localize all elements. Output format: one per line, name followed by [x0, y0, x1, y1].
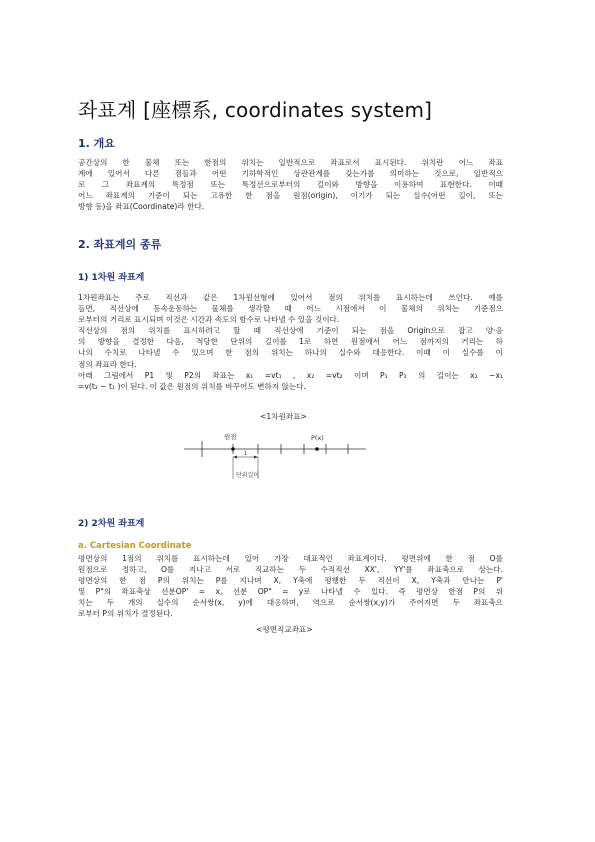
- one-d-line: 직선상의 점의 위치를 표시하려고 할 때 직선상에 기준이 되는 점을 Origin으로 잡고 양·음: [78, 326, 503, 336]
- one-d-line: 의 방향을 결정한 다음, 적당한 단위의 길이를 1로 하면 원점에서 어느 점까지의 거리는 하: [78, 337, 503, 347]
- two-d-paragraph: [78, 553, 503, 620]
- cartesian-heading: a. Cartesian Coordinate: [78, 541, 192, 551]
- number-line-figure: [180, 425, 370, 495]
- two-d-line: 원점으로 정하고, O를 지나고 서로 직교하는 두 수직직선 XX', YY'를 좌표축으로 삼는다.: [78, 565, 503, 575]
- page-title: 좌표계 [座標系, coordinates system]: [78, 98, 433, 122]
- one-d-line: =v(t₂ − t₁ )이 된다. 이 값은 원점의 위치를 바꾸어도 변하지 않는다.: [78, 381, 306, 391]
- overview-line: 공간상의 한 물체 또는 한점의 위치는 일반적으로 좌표로서 표시된다. 위치란 어느 좌표: [78, 158, 503, 167]
- one-d-line: 들면, 직선상에 등속운동하는 물체를 생각할 때 어느 시점에서 이 물체의 위치는 기준점으: [78, 304, 503, 314]
- one-d-paragraph: [78, 292, 503, 392]
- unit-label: 1: [244, 451, 248, 457]
- two-d-line: 로부터 P의 위치가 결정된다.: [78, 609, 173, 619]
- two-d-line: 치는 두 개의 실수의 순서쌍(x, y)에 대응하며, 역으로 순서쌍(x,y)가 주어지면 두 좌표축으: [78, 598, 503, 608]
- number-line-diagram: [180, 425, 370, 495]
- arrow-right-icon: [254, 456, 258, 459]
- two-d-line: 평면상의 한 점 P의 위치는 P를 지나며 X, Y축에 평행한 두 직선이 X, Y축과 만나는 P': [78, 576, 503, 586]
- types-heading: 2. 좌표계의 종류: [78, 238, 162, 251]
- arrow-left-icon: [233, 456, 237, 459]
- overview-line: 방향 등)을 좌표(Coordinate)라 한다.: [78, 202, 205, 212]
- overview-line: 어느 좌표계의 기준이 되는 고유한 한 점을 원점(origin), 이기가 되는 실수(어떤 길이, 또는: [78, 191, 503, 201]
- two-d-line: 평면상의 1점의 위치를 표시하는데 있어 가장 대표적인 좌표계이다. 평면위에 한 점 O를: [78, 554, 503, 563]
- one-d-line: 점의 좌표라 한다.: [78, 359, 137, 369]
- two-d-heading: 2) 2차원 좌표계: [78, 519, 145, 529]
- one-d-line: 나의 수치로 나타낼 수 있으며 한 점의 위치는 하나의 실수와 대응한다. 이때 이 실수를 이: [78, 348, 503, 358]
- overview-line: 로 그 좌표계의 특정점 또는 특정선으로부터의 길이와 방향을 이용하여 표현한다. 이때: [78, 180, 503, 190]
- two-d-figure-caption: <평면직교좌표>: [256, 625, 313, 634]
- one-d-line: 로부터의 거리로 표시되며 이것은 시간과 속도의 함수로 나타낼 수 있을 것이다.: [78, 315, 340, 325]
- point-p: [315, 447, 319, 451]
- overview-paragraph: [78, 157, 503, 212]
- overview-line: 계에 있어서 다른 점들과 어떤 기하학적인 상관관계를 갖는가를 의미하는 것으로, 일반적으: [78, 169, 503, 179]
- one-d-figure-caption: <1차원좌표>: [260, 412, 307, 421]
- origin-label: 원점: [224, 433, 237, 441]
- overview-heading: 1. 개요: [78, 137, 115, 150]
- one-d-line: 1차원좌표는 주로 직선과 같은 1차원선형에 있어서 점의 위치를 표시하는데 쓰인다. 예를: [78, 293, 503, 302]
- origin-point: [231, 447, 235, 451]
- two-d-line: 및 P"의 좌표축상 선분OP' = x, 선분 OP" = y로 나타낼 수 있다. 즉 평면상 한점 P의 위: [78, 587, 503, 597]
- unit-length-label: 단위길이: [236, 472, 260, 479]
- one-d-heading: 1) 1차원 좌표계: [78, 273, 145, 283]
- one-d-line: 아래 그림에서 P1 및 P2의 좌표는 x₁ =vt₁ , x₂ =vt₂ 이며 P₁ P₂ 의 길이는 x₂ −x₁: [78, 370, 503, 380]
- point-p-label: P(x): [311, 434, 324, 442]
